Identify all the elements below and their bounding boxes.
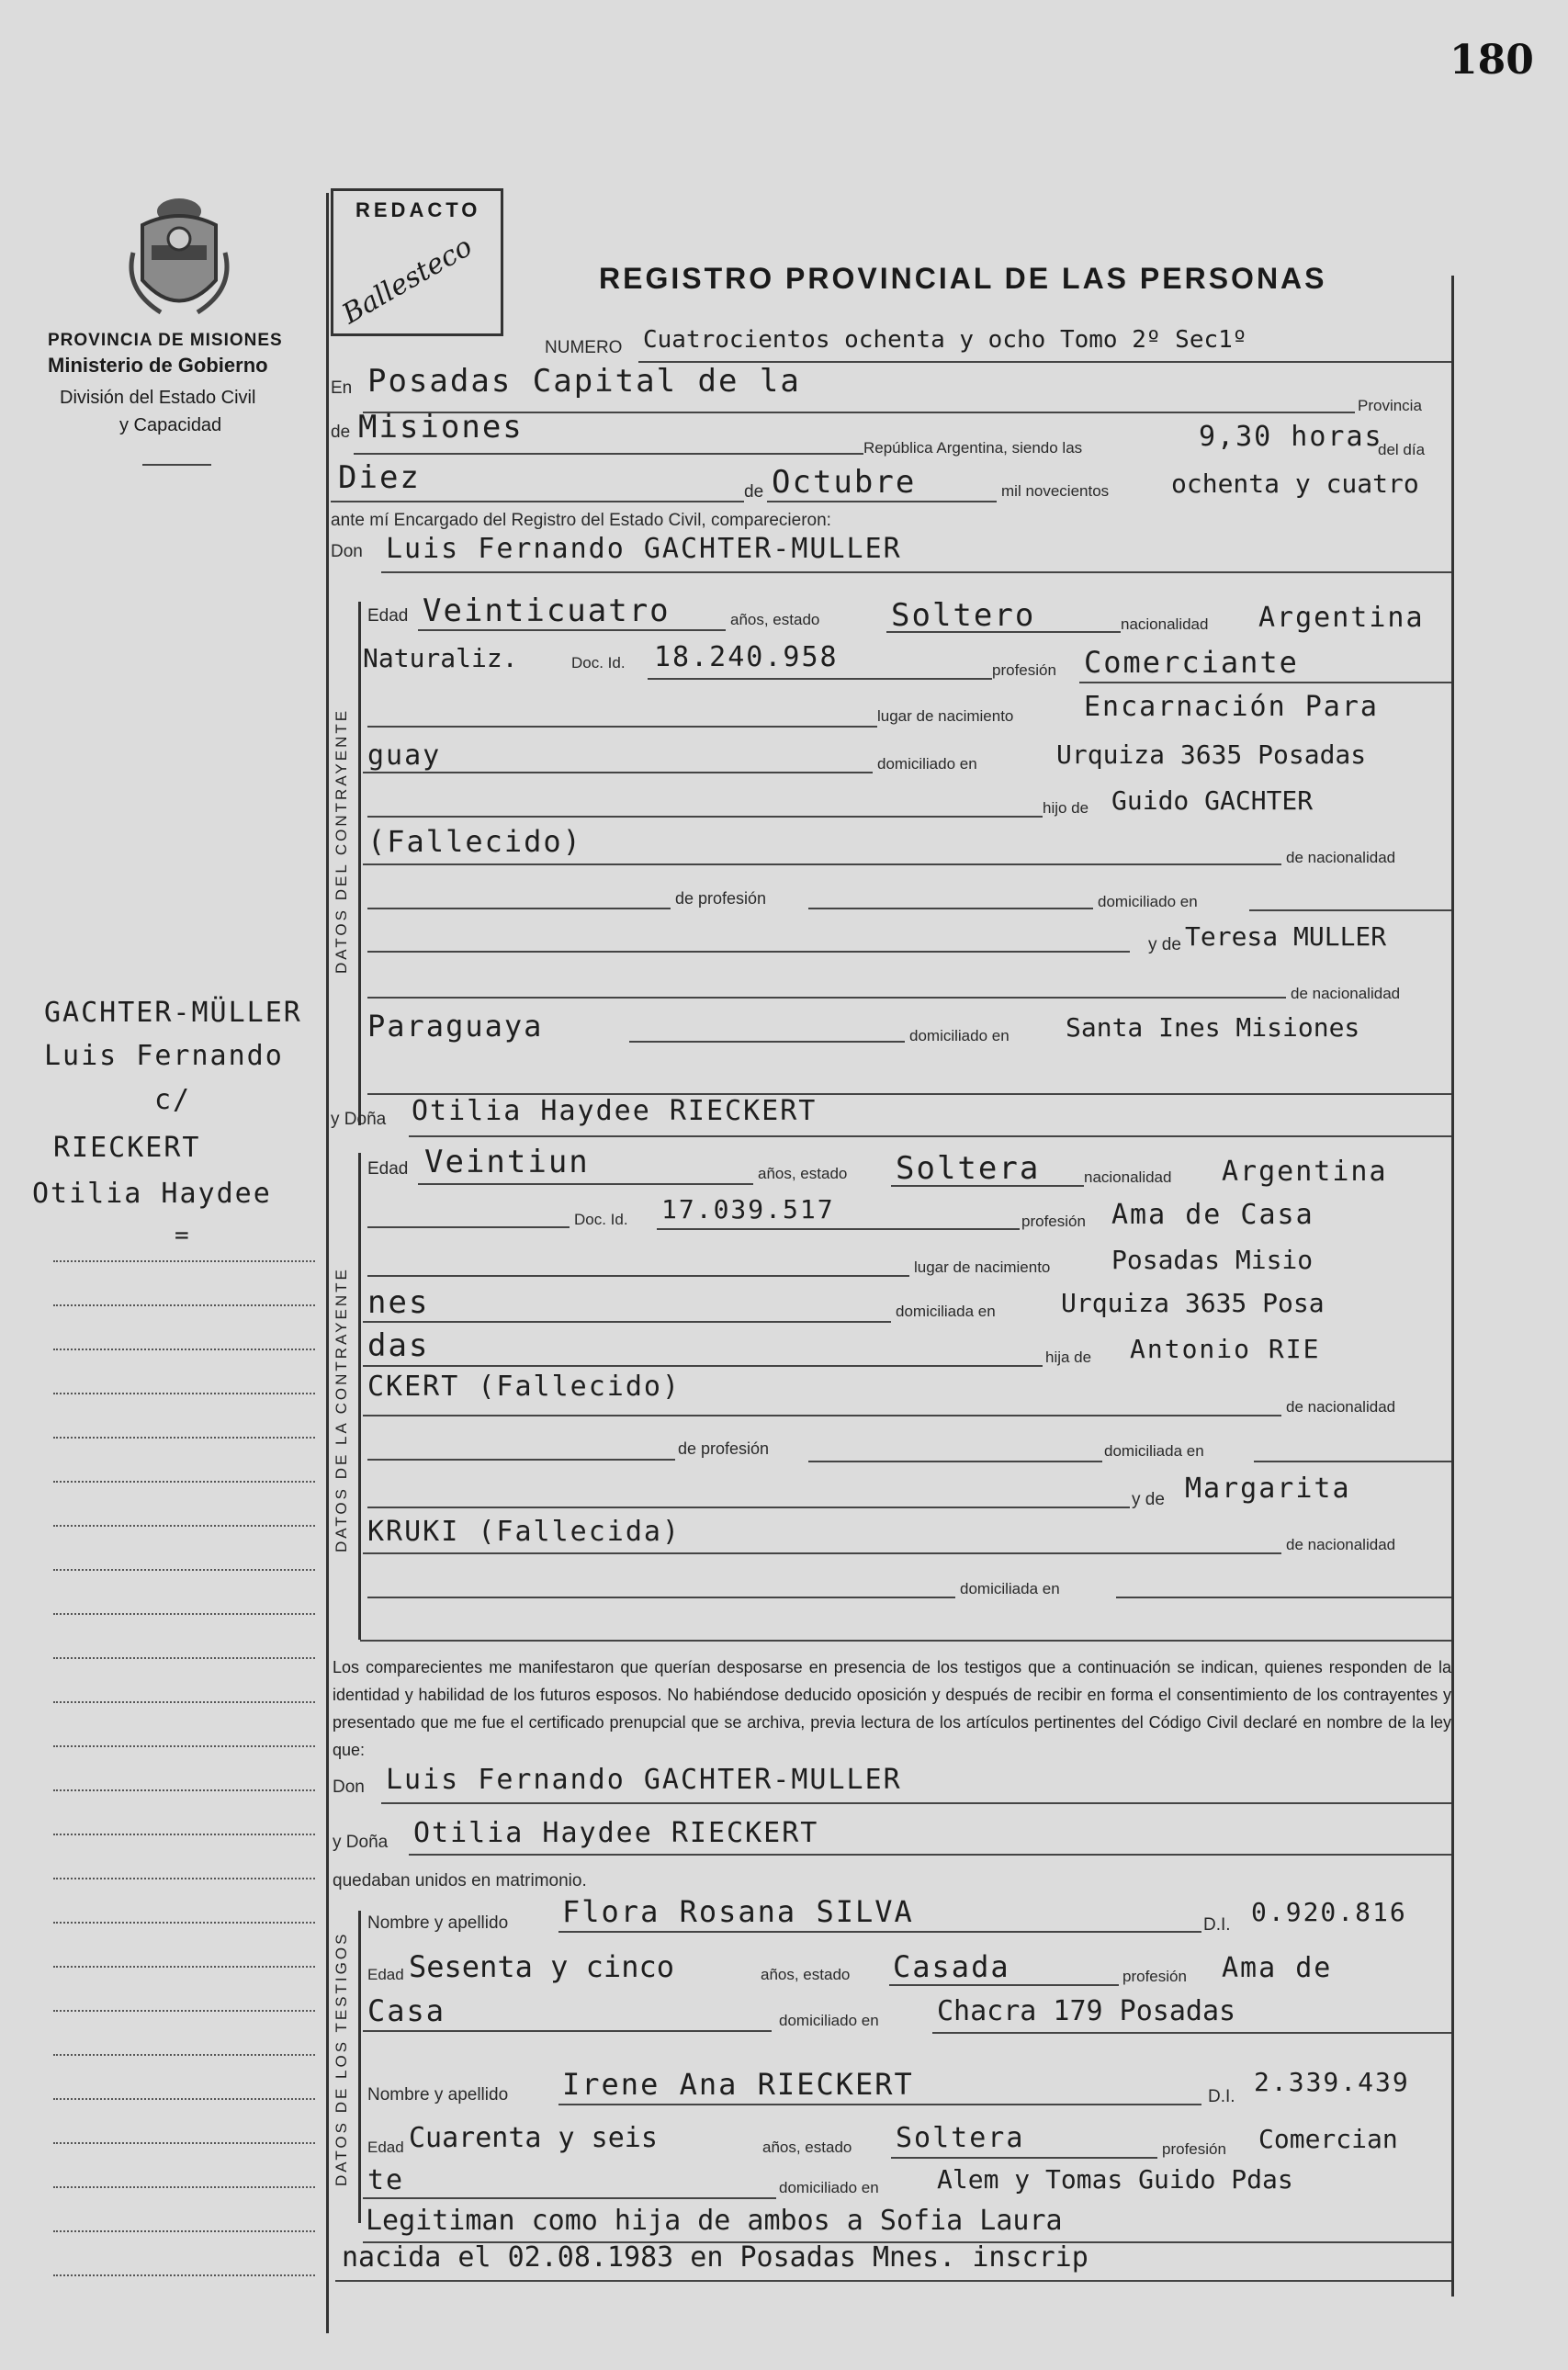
w2-dom-value: Alem y Tomas Guido Pdas bbox=[937, 2164, 1293, 2195]
w1-estado-value: Casada bbox=[893, 1949, 1010, 1984]
w2-edad-value: Cuarenta y seis bbox=[409, 2122, 658, 2154]
groom-prof-label: profesión bbox=[992, 661, 1056, 679]
margin-note-line1: GACHTER-MÜLLER bbox=[44, 997, 302, 1029]
mil-label: mil novecientos bbox=[1001, 482, 1110, 500]
w2-dom-label: domiciliado en bbox=[779, 2179, 879, 2196]
margin-rule-14 bbox=[53, 1834, 315, 1835]
margin-rule-5 bbox=[53, 1437, 315, 1439]
bride-name-rule bbox=[409, 1135, 1451, 1137]
stamp-signature: Ballesteco bbox=[336, 231, 479, 331]
groom-de-prof-label: de profesión bbox=[675, 889, 767, 908]
w2-prof-value: Comercian bbox=[1258, 2124, 1398, 2154]
bride-nac-label: nacionalidad bbox=[1084, 1168, 1172, 1186]
w1-edad-label: Edad bbox=[367, 1966, 404, 1983]
margin-rule-11 bbox=[53, 1701, 315, 1703]
groom-madre-dom-value: Santa Ines Misiones bbox=[1066, 1012, 1360, 1043]
bride-dom2-rule-b bbox=[1116, 1597, 1451, 1598]
groom-don-label: Don bbox=[331, 542, 363, 561]
folio-number: 180 bbox=[1450, 37, 1534, 84]
bride-name: Otilia Haydee RIECKERT bbox=[412, 1095, 818, 1127]
bride-hija-label: hija de bbox=[1045, 1349, 1092, 1366]
hora-value: 9,30 horas bbox=[1199, 421, 1383, 453]
w1-prof-value: Ama de bbox=[1222, 1952, 1333, 1984]
bride-madre-value: Margarita bbox=[1185, 1473, 1351, 1505]
w2-prof-label: profesión bbox=[1162, 2140, 1226, 2158]
margin-note-line5: Otilia Haydee bbox=[32, 1178, 272, 1210]
groom-naturaliz: Naturaliz. bbox=[363, 643, 518, 673]
bride-madre-value2: KRUKI (Fallecida) bbox=[367, 1516, 682, 1548]
mes-value: Octubre bbox=[772, 464, 917, 501]
margin-rule-8 bbox=[53, 1569, 315, 1571]
union-don-rule bbox=[381, 1802, 1451, 1804]
agency-capacity: y Capacidad bbox=[119, 415, 222, 435]
bride-lugar-label: lugar de nacimiento bbox=[914, 1258, 1051, 1276]
groom-nac-label: nacionalidad bbox=[1121, 615, 1209, 633]
groom-doc-label: Doc. Id. bbox=[571, 654, 626, 672]
w2-nombre-rule bbox=[558, 2104, 1201, 2105]
groom-prof-rule bbox=[1079, 682, 1451, 683]
bride-madre-rule-a bbox=[367, 1507, 1130, 1508]
margin-rule-6 bbox=[53, 1481, 315, 1483]
margin-rule-1 bbox=[53, 1260, 315, 1262]
union-closing: quedaban unidos en matrimonio. bbox=[333, 1871, 587, 1890]
groom-edad-label: Edad bbox=[367, 606, 409, 626]
w2-di-value: 2.339.439 bbox=[1254, 2067, 1410, 2097]
groom-name-rule bbox=[381, 571, 1451, 573]
bride-doc-label: Doc. Id. bbox=[574, 1211, 628, 1228]
margin-rule-3 bbox=[53, 1349, 315, 1350]
bride-lugar-rule bbox=[367, 1275, 909, 1277]
margin-rule-4 bbox=[53, 1393, 315, 1394]
stamp-label: REDACTO bbox=[355, 198, 481, 221]
bride-dom-value2: das bbox=[367, 1327, 430, 1364]
groom-y-de-label: y de bbox=[1148, 935, 1181, 954]
groom-edad-value: Veinticuatro bbox=[423, 592, 671, 629]
margin-note-line4: RIECKERT bbox=[53, 1132, 201, 1164]
w2-dom-rule-a bbox=[363, 2197, 776, 2199]
bride-doc-value: 17.039.517 bbox=[661, 1194, 835, 1224]
de-value: Misiones bbox=[358, 409, 524, 446]
w1-nombre-label: Nombre y apellido bbox=[367, 1913, 509, 1933]
groom-prof-rule-a bbox=[367, 908, 671, 909]
w1-nombre-value: Flora Rosana SILVA bbox=[562, 1894, 914, 1929]
w2-estado-rule bbox=[891, 2157, 1157, 2159]
margin-rule-19 bbox=[53, 2054, 315, 2056]
groom-section-label: DATOS DEL CONTRAYENTE bbox=[333, 707, 350, 974]
margin-rule-16 bbox=[53, 1922, 315, 1924]
bride-doc-rule-b bbox=[657, 1228, 1020, 1230]
w1-anios-label: años, estado bbox=[761, 1966, 851, 1983]
margin-note-line6: = bbox=[175, 1222, 191, 1249]
w1-estado-rule bbox=[889, 1984, 1119, 1986]
en-label: En bbox=[331, 378, 353, 398]
w2-estado-value: Soltera bbox=[896, 2122, 1025, 2154]
groom-lugar-rule-a bbox=[367, 726, 877, 728]
bride-dom-value: Urquiza 3635 Posa bbox=[1061, 1288, 1325, 1318]
margin-rule-21 bbox=[53, 2142, 315, 2144]
bride-padre-value2: CKERT (Fallecido) bbox=[367, 1371, 682, 1403]
de-rule bbox=[354, 453, 863, 455]
bride-de-prof-label: de profesión bbox=[678, 1439, 770, 1458]
groom-edad-rule bbox=[418, 629, 726, 631]
groom-estado-rule bbox=[886, 631, 1121, 633]
margin-rule-22 bbox=[53, 2186, 315, 2188]
groom-lugar-value2: guay bbox=[367, 739, 442, 772]
w1-dom-value: Chacra 179 Posadas bbox=[937, 1995, 1236, 2027]
provincia-label: Provincia bbox=[1358, 397, 1422, 414]
margin-rule-15 bbox=[53, 1878, 315, 1879]
groom-dom-label2: domiciliado en bbox=[909, 1027, 1010, 1044]
bride-edad-value: Veintiun bbox=[424, 1144, 590, 1180]
groom-padre-value: Guido GACHTER bbox=[1111, 785, 1314, 816]
w2-prof-value2: te bbox=[367, 2164, 405, 2196]
margin-rule-12 bbox=[53, 1745, 315, 1747]
note-line2: nacida el 02.08.1983 en Posadas Mnes. inscrip bbox=[342, 2241, 1089, 2274]
numero-value: Cuatrocientos ochenta y ocho Tomo 2º Sec1º bbox=[643, 326, 1247, 354]
anio-value: ochenta y cuatro bbox=[1171, 468, 1419, 499]
groom-madre-rule-a bbox=[367, 951, 1130, 953]
bride-dona-label: y Doña bbox=[331, 1110, 387, 1129]
mes-rule bbox=[767, 501, 997, 502]
bride-dom-rule bbox=[363, 1321, 891, 1323]
union-dona-label: y Doña bbox=[333, 1833, 389, 1852]
margin-rule-20 bbox=[53, 2098, 315, 2100]
bride-lugar-value2: nes bbox=[367, 1284, 430, 1321]
de-label: de bbox=[331, 423, 351, 442]
w1-di-label: D.I. bbox=[1203, 1915, 1231, 1935]
bride-nac-value: Argentina bbox=[1222, 1156, 1388, 1188]
groom-estado-value: Soltero bbox=[891, 597, 1036, 634]
margin-rule-13 bbox=[53, 1789, 315, 1791]
groom-lugar-value: Encarnación Para bbox=[1084, 691, 1379, 723]
groom-dom-value: Urquiza 3635 Posadas bbox=[1056, 739, 1367, 770]
agency-province: PROVINCIA DE MISIONES bbox=[48, 331, 283, 350]
ante-text: ante mí Encargado del Registro del Estado Civil, comparecieron: bbox=[331, 511, 831, 530]
groom-de-nac-label2: de nacionalidad bbox=[1291, 985, 1401, 1002]
witness-section-label: DATOS DE LOS TESTIGOS bbox=[333, 1931, 350, 2186]
bride-estado-value: Soltera bbox=[896, 1150, 1041, 1187]
redacto-stamp bbox=[331, 188, 503, 336]
document-title: REGISTRO PROVINCIAL DE LAS PERSONAS bbox=[599, 262, 1327, 295]
bride-dom-label2: domiciliada en bbox=[960, 1580, 1060, 1597]
bride-de-nac-label2: de nacionalidad bbox=[1286, 1536, 1396, 1553]
bride-y-de-label: y de bbox=[1132, 1490, 1165, 1509]
margin-rule-2 bbox=[53, 1304, 315, 1306]
dia-value: Diez bbox=[338, 459, 421, 496]
en-value: Posadas Capital de la bbox=[367, 363, 801, 400]
margin-rule-9 bbox=[53, 1613, 315, 1615]
dia-rule bbox=[331, 501, 744, 502]
margin-note-line2: Luis Fernando bbox=[44, 1040, 284, 1072]
w1-dom-rule-a bbox=[363, 2030, 772, 2032]
w2-edad-label: Edad bbox=[367, 2139, 404, 2156]
w2-nombre-value: Irene Ana RIECKERT bbox=[562, 2067, 914, 2102]
w2-nombre-label: Nombre y apellido bbox=[367, 2085, 509, 2105]
bride-edad-rule bbox=[418, 1183, 753, 1185]
groom-bracket-line bbox=[358, 602, 361, 1125]
bride-de-nac-label: de nacionalidad bbox=[1286, 1398, 1396, 1416]
groom-domiciliado-label: domiciliado en bbox=[1098, 893, 1198, 910]
bride-padre-rule bbox=[363, 1415, 1281, 1416]
union-don-value: Luis Fernando GACHTER-MULLER bbox=[386, 1764, 902, 1796]
w1-prof-value2: Casa bbox=[367, 1993, 446, 2028]
numero-label: NUMERO bbox=[545, 338, 623, 357]
groom-hijo-rule-a bbox=[367, 816, 1043, 818]
republica-label: República Argentina, siendo las bbox=[863, 439, 1083, 457]
groom-prof-rule-b bbox=[808, 908, 1093, 909]
declaration-text: Los comparecientes me manifestaron que querían desposarse en presencia de los testigos que a continuación se indican, quienes responden de la identidad y habilidad de los futuros esposos. No habiéndose deducido oposición y después de recibir en forma el consentimiento de los contrayentes y presentado que me fue el certificado prenupcial que se archiva, previa lectura de los artículos pertinentes del Código Civil declaré en nombre de la ley que: bbox=[333, 1658, 1451, 1759]
left-frame-line bbox=[326, 193, 329, 2333]
bride-padre-value: Antonio RIE bbox=[1130, 1334, 1321, 1364]
groom-doc-rule bbox=[648, 678, 992, 680]
groom-lugar-rule-b bbox=[363, 772, 873, 773]
agency-division: División del Estado Civil bbox=[60, 388, 256, 408]
bride-bracket-line bbox=[358, 1153, 361, 1640]
w1-di-value: 0.920.816 bbox=[1251, 1897, 1407, 1927]
witness-bracket-line bbox=[358, 1911, 361, 2223]
w2-anios-label: años, estado bbox=[762, 2139, 852, 2156]
bride-end-rule bbox=[360, 1640, 1451, 1642]
note-line1: Legitiman como hija de ambos a Sofia Laura bbox=[366, 2205, 1063, 2237]
bride-dom-label: domiciliada en bbox=[896, 1303, 996, 1320]
bride-dom2-rule-a bbox=[367, 1597, 955, 1598]
right-frame-line bbox=[1451, 276, 1454, 2297]
groom-dom-label: domiciliado en bbox=[877, 755, 977, 773]
w1-edad-value: Sesenta y cinco bbox=[409, 1949, 674, 1984]
bride-lugar-value: Posadas Misio bbox=[1111, 1245, 1314, 1275]
groom-doc-value: 18.240.958 bbox=[654, 641, 839, 673]
groom-padre-rule bbox=[363, 863, 1281, 865]
groom-madre-nac-rule bbox=[629, 1041, 905, 1043]
bride-anios-label: años, estado bbox=[758, 1165, 848, 1182]
agency-ministry: Ministerio de Gobierno bbox=[48, 354, 268, 377]
union-dona-value: Otilia Haydee RIECKERT bbox=[413, 1817, 819, 1849]
bride-estado-rule bbox=[891, 1185, 1084, 1187]
bride-prof-rule-c bbox=[1254, 1461, 1451, 1462]
bride-hija-rule bbox=[363, 1365, 1043, 1367]
bride-domiciliada-label: domiciliada en bbox=[1104, 1442, 1204, 1460]
w1-dom-label: domiciliado en bbox=[779, 2012, 879, 2029]
del-dia-label: del día bbox=[1378, 441, 1426, 458]
mes-label: de bbox=[744, 482, 764, 502]
groom-hijo-label: hijo de bbox=[1043, 799, 1089, 817]
bride-edad-label: Edad bbox=[367, 1159, 409, 1179]
union-dona-rule bbox=[409, 1854, 1451, 1856]
groom-lugar-label: lugar de nacimiento bbox=[877, 707, 1014, 725]
bride-prof-rule-a bbox=[367, 1459, 675, 1461]
groom-prof-value: Comerciante bbox=[1084, 645, 1299, 680]
w1-nombre-rule bbox=[558, 1931, 1201, 1933]
margin-rule-17 bbox=[53, 1966, 315, 1968]
union-don-label: Don bbox=[333, 1778, 365, 1797]
groom-madre-value: Teresa MULLER bbox=[1185, 921, 1387, 952]
w1-prof-label: profesión bbox=[1122, 1968, 1187, 1985]
margin-rule-24 bbox=[53, 2274, 315, 2276]
margin-rule-18 bbox=[53, 2010, 315, 2012]
bride-section-label: DATOS DE LA CONTRAYENTE bbox=[333, 1267, 350, 1552]
margin-rule-23 bbox=[53, 2230, 315, 2232]
groom-de-nac-label: de nacionalidad bbox=[1286, 849, 1396, 866]
groom-nac-value: Argentina bbox=[1258, 602, 1425, 634]
margin-rule-10 bbox=[53, 1657, 315, 1659]
bride-prof-rule-b bbox=[808, 1461, 1102, 1462]
coat-of-arms-icon bbox=[124, 188, 234, 326]
w1-dom-rule-b bbox=[932, 2032, 1451, 2034]
bride-prof-value: Ama de Casa bbox=[1111, 1199, 1314, 1231]
groom-anios-label: años, estado bbox=[730, 611, 820, 628]
agency-underline bbox=[142, 464, 211, 466]
note-rule2 bbox=[335, 2280, 1451, 2282]
groom-madre-nac-value: Paraguaya bbox=[367, 1009, 544, 1044]
w2-di-label: D.I. bbox=[1208, 2087, 1235, 2106]
bride-prof-label: profesión bbox=[1021, 1213, 1086, 1230]
bride-doc-rule-a bbox=[367, 1226, 570, 1228]
groom-name: Luis Fernando GACHTER-MULLER bbox=[386, 533, 902, 565]
groom-madre-rule-b bbox=[367, 997, 1286, 999]
groom-padre-value2: (Fallecido) bbox=[367, 824, 582, 859]
groom-prof-rule-c bbox=[1249, 909, 1451, 911]
bride-madre-rule-b bbox=[363, 1552, 1281, 1554]
margin-note-line3: c/ bbox=[154, 1084, 192, 1116]
margin-rule-7 bbox=[53, 1525, 315, 1527]
